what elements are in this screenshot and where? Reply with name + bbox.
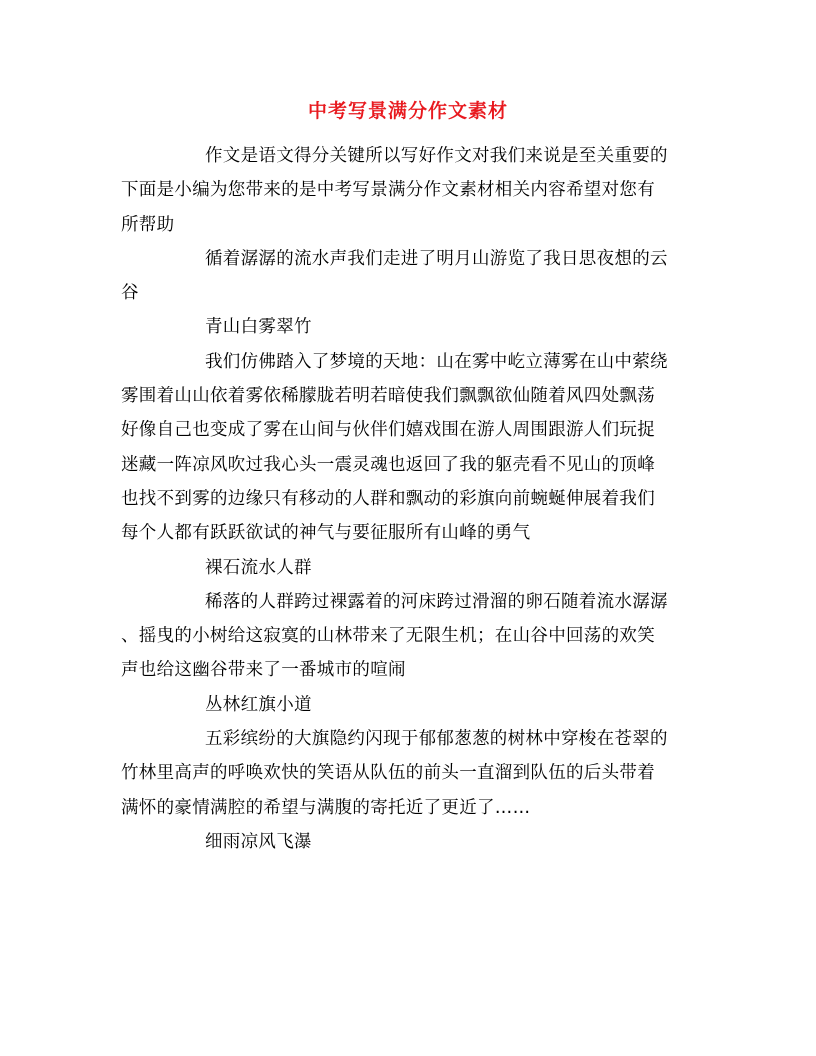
text-line: 谷	[121, 283, 139, 304]
document-body	[121, 139, 691, 859]
text-line: 迷藏一阵凉风吹过我心头一震灵魂也返回了我的躯壳看不见山的顶峰	[121, 454, 655, 475]
text-line: 、摇曳的小树给这寂寞的山林带来了无限生机；在山谷中回荡的欢笑	[121, 626, 655, 647]
text-line: 声也给这幽谷带来了一番城市的喧闹	[121, 660, 406, 681]
text-line: 裸石流水人群	[205, 557, 312, 578]
text-line: 五彩缤纷的大旗隐约闪现于郁郁葱葱的树林中穿梭在苍翠的	[205, 729, 668, 750]
document-title: 中考写景满分作文素材	[307, 100, 508, 122]
text-line: 我们仿佛踏入了梦境的天地：山在雾中屹立薄雾在山中萦绕	[205, 351, 668, 372]
text-line: 稀落的人群跨过裸露着的河床跨过滑溜的卵石随着流水潺潺	[205, 591, 668, 612]
text-line: 也找不到雾的边缘只有移动的人群和飘动的彩旗向前蜿蜒伸展着我们	[121, 488, 655, 509]
text-line: 每个人都有跃跃欲试的神气与要征服所有山峰的勇气	[121, 523, 531, 544]
text-line: 丛林红旗小道	[205, 694, 312, 715]
text-line: 青山白雾翠竹	[205, 317, 312, 338]
text-line: 竹林里高声的呼唤欢快的笑语从队伍的前头一直溜到队伍的后头带着	[121, 763, 655, 784]
text-line: 好像自己也变成了雾在山间与伙伴们嬉戏围在游人周围跟游人们玩捉	[121, 420, 655, 441]
text-line: 循着潺潺的流水声我们走进了明月山游览了我日思夜想的云	[205, 248, 668, 269]
text-line: 作文是语文得分关键所以写好作文对我们来说是至关重要的	[205, 146, 668, 166]
text-line: 满怀的豪情满腔的希望与满腹的寄托近了更近了……	[121, 797, 531, 818]
text-line: 雾围着山山依着雾依稀朦胧若明若暗使我们飘飘欲仙随着风四处飘荡	[121, 386, 655, 407]
text-line: 细雨凉风飞瀑	[205, 831, 312, 852]
text-line: 下面是小编为您带来的是中考写景满分作文素材相关内容希望对您有	[121, 180, 655, 201]
text-line: 所帮助	[121, 214, 175, 235]
